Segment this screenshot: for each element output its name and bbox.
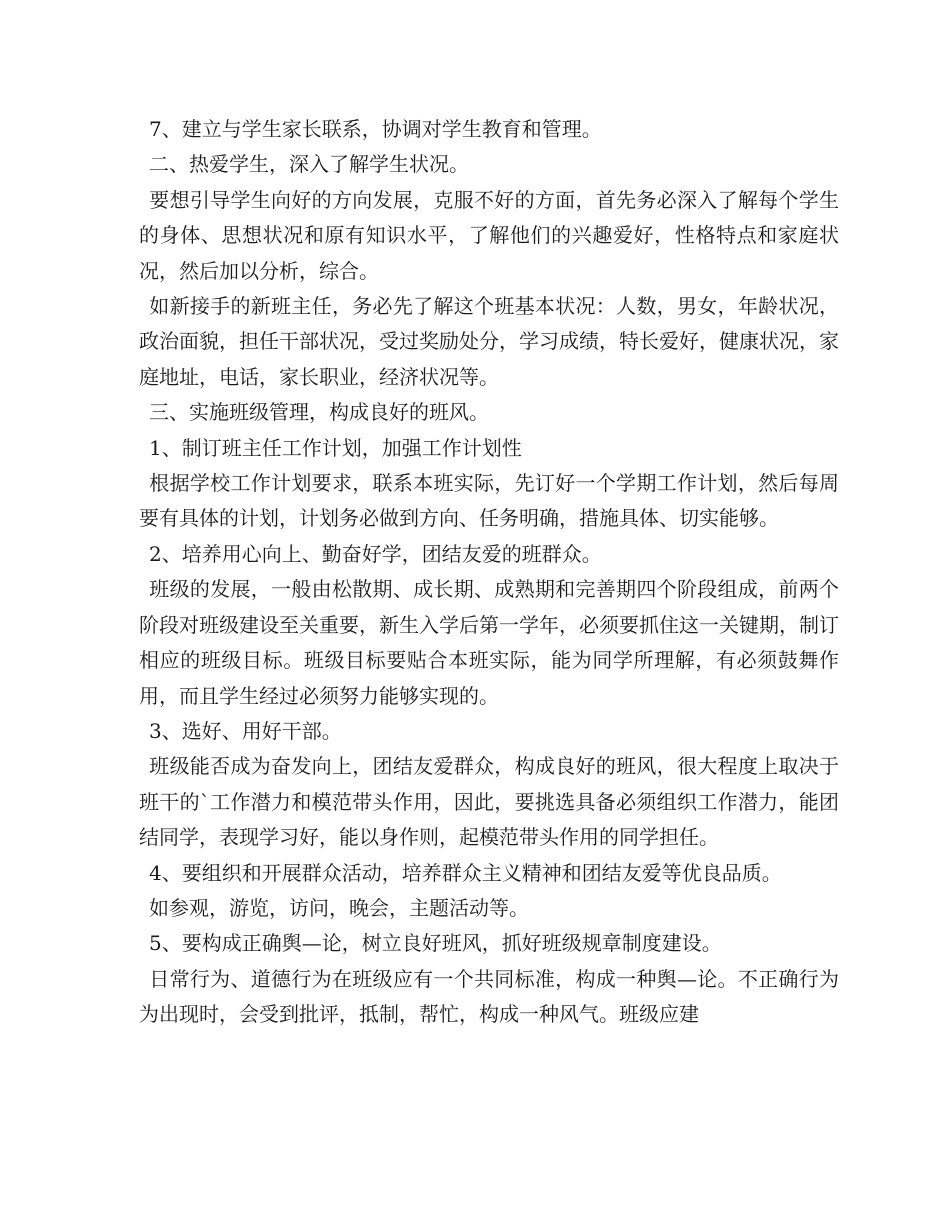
paragraph-text: 4、要组织和开展群众活动，培养群众主义精神和团结友爱等优良品质。 bbox=[149, 860, 782, 885]
subsection-heading bbox=[139, 537, 839, 572]
paragraph-text: 日常行为、道德行为在班级应有一个共同标准，构成一种舆—论。不正确行为为出现时，会受到批评，抵制，帮忙，构成一种风气。班级应建 bbox=[139, 966, 839, 1027]
paragraph-text: 要想引导学生向好的方向发展，克服不好的方面，首先务必深入了解每个学生的身体、思想状况和原有知识水平，了解他们的兴趣爱好，性格特点和家庭状况，然后加以分析，综合。 bbox=[139, 187, 839, 283]
paragraph-text: 5、要构成正确舆—论，树立良好班风，抓好班级规章制度建设。 bbox=[149, 931, 722, 956]
subsection-heading bbox=[139, 856, 839, 891]
paragraph-text: 班级的发展，一般由松散期、成长期、成熟期和完善期四个阶段组成，前两个阶段对班级建设至关重要，新生入学后第一学年，必须要抓住这一关键期，制订相应的班级目标。班级目标要贴合本班实际，能为同学所理解，有必须鼓舞作用，而且学生经过必须努力能够实现的。 bbox=[139, 577, 839, 708]
paragraph bbox=[139, 962, 839, 1033]
paragraph bbox=[139, 183, 839, 289]
section-heading bbox=[139, 395, 839, 430]
paragraph-text: 根据学校工作计划要求，联系本班实际，先订好一个学期工作计划，然后每周要有具体的计划，计划务必做到方向、任务明确，措施具体、切实能够。 bbox=[139, 471, 839, 531]
paragraph-text: 三、实施班级管理，构成良好的班风。 bbox=[149, 400, 489, 425]
subsection-heading bbox=[139, 714, 839, 749]
paragraph bbox=[139, 289, 839, 395]
subsection-heading bbox=[139, 431, 839, 466]
paragraph bbox=[139, 466, 839, 537]
paragraph-text: 2、培养用心向上、勤奋好学，团结友爱的班群众。 bbox=[149, 541, 602, 566]
paragraph bbox=[139, 112, 839, 147]
paragraph bbox=[139, 891, 839, 926]
subsection-heading bbox=[139, 926, 839, 961]
paragraph-text: 如新接手的新班主任，务必先了解这个班基本状况：人数，男女，年龄状况，政治面貌，担任干部状况，受过奖励处分，学习成绩，特长爱好，健康状况，家庭地址，电话，家长职业，经济状况等。 bbox=[139, 294, 839, 389]
document-body bbox=[139, 112, 839, 1033]
paragraph-text: 班级能否成为奋发向上，团结友爱群众，构成良好的班风，很大程度上取决于班干的`工作潜力和模范带头作用，因此，要挑选具备必须组织工作潜力，能团结同学，表现学习好，能以身作则，起模范带头作用的同学担任。 bbox=[139, 754, 839, 850]
section-heading bbox=[139, 147, 839, 182]
paragraph bbox=[139, 749, 839, 855]
paragraph-text: 3、选好、用好干部。 bbox=[149, 718, 342, 743]
paragraph bbox=[139, 572, 839, 714]
paragraph-text: 二、热爱学生，深入了解学生状况。 bbox=[149, 152, 469, 177]
paragraph-text: 如参观，游览，访问，晚会，主题活动等。 bbox=[149, 895, 529, 920]
paragraph-text: 7、建立与学生家长联系，协调对学生教育和管理。 bbox=[149, 117, 602, 141]
paragraph-text: 1、制订班主任工作计划，加强工作计划性 bbox=[149, 435, 522, 460]
